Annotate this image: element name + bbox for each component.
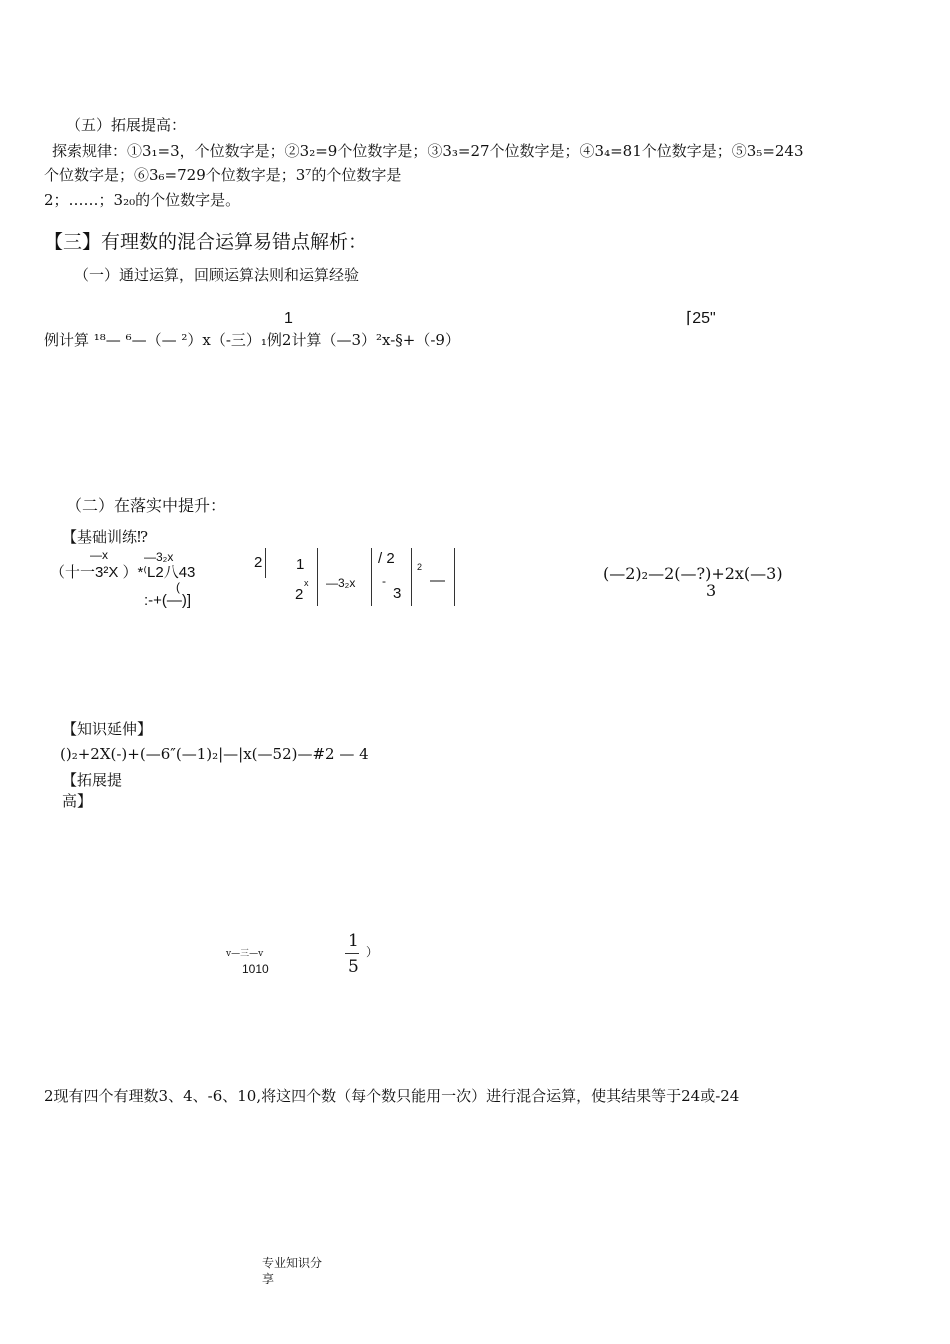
abs-bar-1 — [265, 548, 266, 578]
footer-line1: 专业知识分 — [262, 1256, 323, 1270]
problem-2: 2现有四个有理数3、4、-6、10,将这四个数（每个数只能用一次）进行混合运算，使其结果等于24或-24 — [44, 1087, 740, 1105]
knowledge-expression: ()₂+2X(-)+(—6″(—1)₂|—|x(—52)—#2 — 4 — [60, 745, 369, 763]
abs-bar-5 — [454, 548, 455, 606]
section5-line1: 探索规律：①3₁=3，个位数字是；②3₂=9个位数字是；③3₃=27个位数字是；④3₄=81个位数字是；⑤3₅=243 — [52, 142, 804, 160]
extend-frac-numerator: 1 — [348, 931, 359, 951]
right-expression: (—2)₂—2(—?)+2x(—3) — [603, 564, 783, 583]
basic-expr-top-2: —3₂x — [144, 550, 174, 564]
section5-line3: 2；……；3₂₀的个位数字是。 — [44, 191, 241, 209]
extend-frac-line — [345, 953, 359, 954]
extend-label-line1: 【拓展提 — [62, 771, 123, 789]
extend-paren: ） — [366, 945, 379, 959]
basic-frac-numerator: 1 — [296, 556, 305, 573]
basic-mid-term: —3₂x — [326, 576, 356, 590]
extend-expr-bottom: 1010 — [242, 962, 269, 976]
bracket-25: ⌈25" — [686, 310, 716, 327]
section5-line2: 个位数字是；⑥3₆=729个位数字是；3⁷的个位数字是 — [44, 166, 402, 184]
basic-frac-denominator: 2 — [295, 586, 304, 603]
example-line: 例计算 ¹⁸— ⁶—（— ²）x（-三）₁例2计算（—3）²x-§+（-9） — [44, 331, 460, 349]
footer-line2: 享 — [262, 1272, 275, 1286]
abs-bar-4 — [411, 548, 412, 606]
section3-heading: 【三】有理数的混合运算易错点解析： — [44, 231, 368, 253]
extend-label-line2: 高】 — [62, 792, 93, 810]
basic-expr-bottom: :-+(—)] — [144, 592, 192, 609]
basic-slash-two: / 2 — [378, 550, 395, 567]
extend-frac-denominator: 5 — [348, 957, 359, 977]
fraction-numerator: 1 — [284, 310, 293, 327]
basic-expr-top-1: —x — [90, 548, 108, 562]
basic-three: 3 — [393, 585, 402, 602]
right-expression-denominator: 3 — [706, 581, 717, 600]
basic-dash: — — [430, 572, 445, 589]
basic-expr-main: （十一3²X ）*⁽L2八43 — [50, 564, 196, 581]
section3-subheading: （一）通过运算，回顾运算法则和运算经验 — [74, 266, 360, 284]
basic-expr-two: 2 — [254, 554, 263, 571]
basic-training-label: 【基础训练⁉ — [62, 528, 149, 546]
section5-heading: （五）拓展提高： — [66, 116, 187, 134]
basic-sup-two: 2 — [417, 562, 423, 572]
abs-bar-3 — [371, 548, 372, 606]
extend-expr-top: v—三—v — [226, 949, 264, 959]
basic-expr-paren: ( — [176, 580, 180, 594]
knowledge-label: 【知识延伸】 — [62, 720, 153, 738]
section2-heading: （二）在落实中提升： — [66, 496, 227, 515]
abs-bar-2 — [317, 548, 318, 606]
basic-x: x — [304, 578, 309, 588]
basic-minus: - — [382, 574, 386, 588]
